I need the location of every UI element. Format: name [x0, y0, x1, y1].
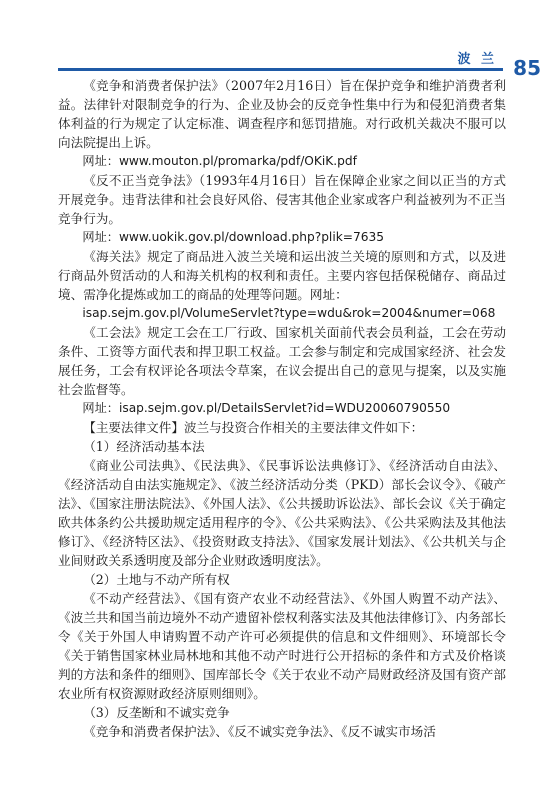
url-trade-union-law: 网址：isap.sejm.gov.pl/DetailsServlet?id=WDU20060790550: [82, 401, 451, 415]
paragraph-customs-law: 《海关法》规定了商品进入波兰关境和运出波兰关境的原则和方式，以及进行商品外贸活动的人和海关机构的权利和责任。主要内容包括保税储存、商品过境、需净化提炼或加工的商品的处理等问题。网址：: [58, 249, 506, 302]
subheading-basic-economic-law: （1）经济活动基本法: [83, 439, 205, 454]
page-header: [0, 0, 559, 80]
running-header-country: 波 兰: [457, 52, 497, 67]
paragraph-competition-law: 《竞争和消费者保护法》（2007年2月16日）旨在保护竞争和维护消费者利益。法律针对限制竞争的行为、企业及协会的反竞争性集中行为和侵犯消费者集体利益的行为规定了认定标准、调查程序和惩罚措施。对行政机关裁决不服可以向法院提出上诉。: [58, 78, 506, 150]
header-rule: [58, 68, 503, 71]
url-competition-law: 网址：www.mouton.pl/promarka/pdf/OKiK.pdf: [82, 154, 357, 168]
paragraph-unfair-competition-law: 《反不正当竞争法》（1993年4月16日）旨在保障企业家之间以正当的方式开展竞争。违背法律和社会良好风俗、侵害其他企业家或客户利益被列为不正当竞争行为。: [58, 173, 506, 226]
url-customs-law: isap.sejm.gov.pl/VolumeServlet?type=wdu&rok=2004&numer=068: [82, 306, 496, 320]
paragraph-main-legal-documents: 【主要法律文件】波兰与投资合作相关的主要法律文件如下：: [83, 420, 424, 435]
paragraph-land-property-list: 《不动产经营法》、《国有资产农业不动经营法》、《外国人购置不动产法》、《波兰共和国当前边境外不动产遗留补偿权利落实法及其他法律修订》、内务部长令《关于外国人申请购置不动产许可必须提供的信息和文件细则》、环境部长令《关于销售国家林业局林地和其他不动产时进行公开招标的条件和方式及价格谈判的方法和条件的细则》、国库部长令《关于农业不动产局财政经济及国有资产部农业所有权资源财政经济原则细则》。: [58, 591, 506, 701]
paragraph-trade-union-law: 《工会法》规定工会在工厂行政、国家机关面前代表会员利益，工会在劳动条件、工资等方面代表和捍卫职工权益。工会参与制定和完成国家经济、社会发展任务，工会有权评论各项法令草案，在议会提出自己的意见与提案，以及实施社会监督等。: [58, 325, 506, 397]
url-unfair-competition-law: 网址：www.uokik.gov.pl/download.php?plik=7635: [82, 230, 384, 244]
subheading-land-property: （2）土地与不动产所有权: [83, 572, 230, 587]
subheading-antitrust: （3）反垄断和不诚实竞争: [83, 705, 230, 720]
page-number: 85: [513, 56, 541, 80]
paragraph-antitrust-list: 《竞争和消费者保护法》、《反不诚实竞争法》、《反不诚实市场活: [83, 724, 436, 739]
paragraph-basic-economic-law-list: 《商业公司法典》、《民法典》、《民事诉讼法典修订》、《经济活动自由法》、《经济活动自由法实施规定》、《波兰经济活动分类（PKD）部长会议令》、《破产法》、《国家注册法院法》、《外国人法》、《公共援助诉讼法》、部长会议《关于确定欧共体条约公共援助规定适用程序的令》、《公共采购法》、《公共采购法及其他法修订》、《经济特区法》、《投资财政支持法》、《国家发展计划法》、《公共机关与企业间财政关系透明度及部分企业财政透明度法》。: [58, 458, 506, 568]
body-text: [58, 76, 506, 741]
